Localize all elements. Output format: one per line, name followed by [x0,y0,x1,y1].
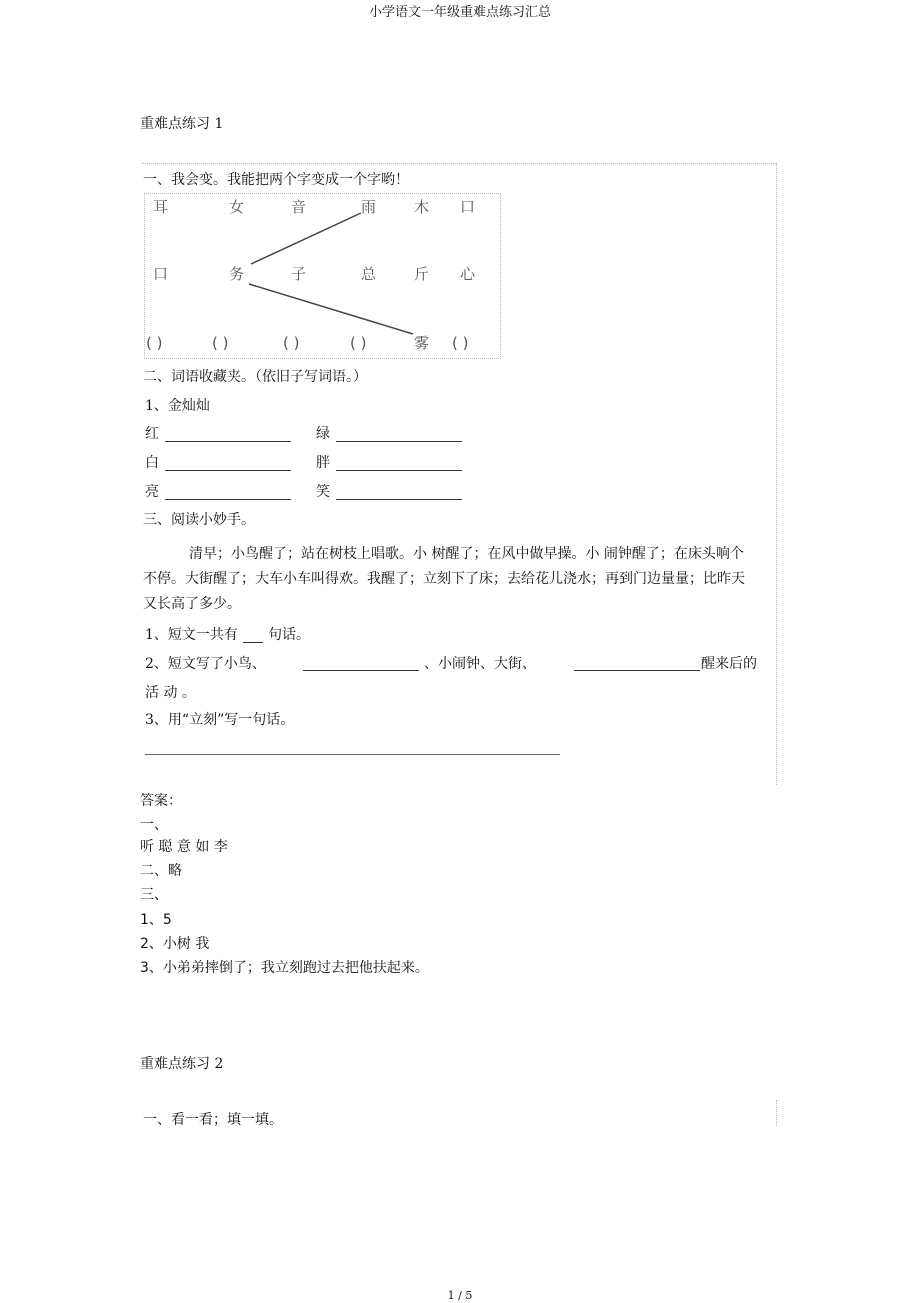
word-prompt: 亮 [145,484,159,500]
char-cell[interactable]: ( ) [452,334,469,352]
sub-question-2-c: 醒来后的 [701,656,757,672]
exercise-1-title: 重难点练习 1 [140,116,224,132]
q2-example: 1、金灿灿 [145,398,210,414]
char-cell: 耳 [153,198,169,216]
sub-question-3-blank[interactable] [145,754,560,755]
char-cell: 总 [361,265,377,283]
char-cell[interactable]: ( ) [212,334,229,352]
exercise-2-question-1: 一、看一看；填一填。 [143,1112,283,1128]
passage-line: 又长高了多少。 [143,596,241,612]
char-cell[interactable]: ( ) [283,334,300,352]
question-3: 三、阅读小妙手。 [143,512,255,528]
word-blank[interactable] [165,470,291,471]
passage-line: 不停。大街醒了；大车小车叫得欢。我醒了；立刻下了床；去给花儿浇水；再到门边量量；比昨天 [143,571,745,587]
char-cell: 雨 [361,198,377,216]
sub-question-2-a: 2、短文写了小鸟、 [145,656,266,672]
answer-line: 1、5 [140,912,172,928]
question-1: 一、我会变。我能把两个字变成一个字哟！ [143,172,409,188]
answer-line: 3、小弟弟摔倒了；我立刻跑过去把他扶起来。 [140,960,429,976]
sub-question-2-b: 、小闹钟、大街、 [424,656,536,672]
char-cell: 口 [153,265,169,283]
char-cell: 音 [291,198,307,216]
sub-question-2-d: 活 动 。 [145,685,196,701]
answers-title: 答案： [140,793,182,809]
sub-question-3: 3、用“立刻”写一句话。 [145,712,295,728]
word-prompt: 白 [145,455,159,471]
word-blank[interactable] [336,441,462,442]
box-right-border [776,163,777,785]
char-cell: 务 [229,265,245,283]
char-cell: 子 [291,265,307,283]
answer-line: 听 聪 意 如 李 [140,839,228,855]
passage-line: 清早；小鸟醒了；站在树枝上唱歌。小 树醒了；在风中做早操。小 闹钟醒了；在床头响个 [189,546,744,562]
word-blank[interactable] [165,441,291,442]
question-2: 二、词语收藏夹。（依旧子写词语。） [143,369,367,385]
sub-question-1-a: 1、短文一共有 [145,627,238,643]
word-prompt: 绿 [316,426,330,442]
sub-question-2-blank-2[interactable] [574,670,700,671]
match-line [249,284,413,334]
word-prompt: 胖 [316,455,330,471]
sub-question-1-b: 句话。 [268,627,310,643]
answer-line: 三、 [140,887,168,903]
sub-question-1-blank[interactable] [243,642,263,643]
word-blank[interactable] [336,499,462,500]
word-blank[interactable] [165,499,291,500]
matching-lines [145,194,501,359]
word-prompt: 红 [145,426,159,442]
page-header: 小学语文一年级重难点练习汇总 [368,5,551,20]
char-cell: 心 [460,265,476,283]
char-cell: 木 [414,198,430,216]
char-cell[interactable]: ( ) [350,334,367,352]
exercise-2-title: 重难点练习 2 [140,1056,224,1072]
word-prompt: 笑 [316,484,330,500]
word-blank[interactable] [336,470,462,471]
char-cell: 女 [229,198,245,216]
char-cell: 雾 [414,334,430,352]
match-line [251,213,361,264]
char-cell: 斤 [414,265,430,283]
box2-right-border [776,1100,777,1126]
answer-line: 一、 [140,817,168,833]
char-matching-box [144,193,501,359]
box-top-border [142,163,776,164]
char-cell: 口 [460,198,476,216]
sub-question-2-blank-1[interactable] [303,670,419,671]
char-cell[interactable]: ( ) [146,334,163,352]
answer-line: 二、略 [140,863,182,879]
page-footer: 1 / 5 [447,1289,473,1302]
answer-line: 2、小树 我 [140,936,210,952]
